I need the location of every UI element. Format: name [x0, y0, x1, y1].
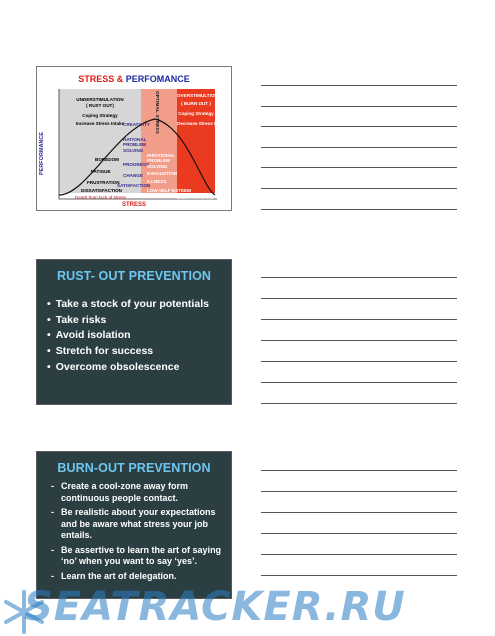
bullet-list — [47, 297, 231, 376]
left-item: FATIGUE — [91, 169, 111, 174]
burn-out-slide — [36, 451, 232, 599]
title-part-2: PERFOMANCE — [125, 74, 190, 84]
note-line — [261, 403, 457, 404]
mid-item: CREATIVITY — [123, 122, 150, 127]
over-label-4: Decrease Stress Intake — [177, 121, 228, 126]
list-item: - Be realistic about your expectations and be aware what stress your job entails. — [51, 507, 225, 542]
note-line — [261, 533, 457, 534]
left-item: FRUSTRATION — [87, 180, 120, 185]
title-part-1: STRESS & — [78, 74, 124, 84]
note-line — [261, 298, 457, 299]
list-item: • Take a stock of your potentials — [47, 297, 231, 313]
right-item: IRRATIONAL PROBLEM SOLVING — [147, 153, 175, 169]
list-item: - Create a cool-zone away form continuous people contact. — [51, 481, 225, 504]
note-line — [261, 209, 457, 210]
note-line — [261, 85, 457, 86]
rust-out-slide — [36, 259, 232, 405]
mid-item: RATIONAL PROBLEM SOLVING — [123, 137, 147, 153]
left-item: BOREDOM — [95, 157, 119, 162]
list-item: • Overcome obsolescence — [47, 360, 231, 376]
note-line — [261, 277, 457, 278]
note-line — [261, 491, 457, 492]
under-label-3: Coping Strategy — [82, 113, 118, 118]
optimal-stress-label: OPTIMAL STRESS — [155, 91, 160, 135]
watermark-text: SEATRACKER.RU — [24, 584, 406, 630]
over-label-1: OVERSTIMULTION — [177, 93, 218, 98]
note-line — [261, 512, 457, 513]
over-label-3: Coping Strategy — [178, 111, 214, 116]
list-item: • Stretch for success — [47, 344, 231, 360]
slide-title: BURN-OUT PREVENTION — [57, 461, 211, 475]
slide-title: RUST- OUT PREVENTION — [56, 269, 212, 283]
under-label-2: ( RUST OUT) — [86, 103, 114, 108]
y-axis-label: PERFORMANCE — [39, 131, 45, 175]
note-line — [261, 319, 457, 320]
note-line — [261, 554, 457, 555]
right-item: ILLNESS — [147, 179, 167, 184]
over-label-2: ( BURN OUT ) — [181, 101, 211, 106]
list-item: - Learn the art of delegation. — [51, 571, 225, 583]
note-line — [261, 126, 457, 127]
note-line — [261, 361, 457, 362]
note-line — [261, 575, 457, 576]
mid-item: SATISFACTION — [117, 183, 151, 188]
note-line — [261, 106, 457, 107]
mid-item: PROGRESS — [123, 162, 150, 167]
list-item: • Avoid isolation — [47, 328, 231, 344]
death-left-label: Death from lack of stress — [75, 195, 126, 200]
list-item: • Take risks — [47, 313, 231, 329]
right-item: LOW SELF ESTEEM — [147, 188, 191, 193]
list-item: - Be assertive to learn the art of saying ‘no’ when you want to say ‘yes’. — [51, 545, 225, 568]
under-label-1: UNDERSTIMULATION — [76, 97, 124, 102]
note-line — [261, 470, 457, 471]
x-axis-label: STRESS — [121, 202, 146, 208]
note-line — [261, 147, 457, 148]
note-line — [261, 382, 457, 383]
under-label-4: Increase Stress Intake — [75, 121, 125, 126]
right-item: EXHAUSTION — [147, 171, 178, 176]
note-line — [261, 340, 457, 341]
note-line — [261, 167, 457, 168]
mid-item: CHANGE — [123, 173, 143, 178]
stress-performance-slide — [36, 66, 232, 211]
death-right-label: Death from stress — [177, 195, 214, 200]
bullet-list — [51, 481, 225, 582]
note-line — [261, 188, 457, 189]
left-item: DISSATISFACTION — [81, 188, 123, 193]
